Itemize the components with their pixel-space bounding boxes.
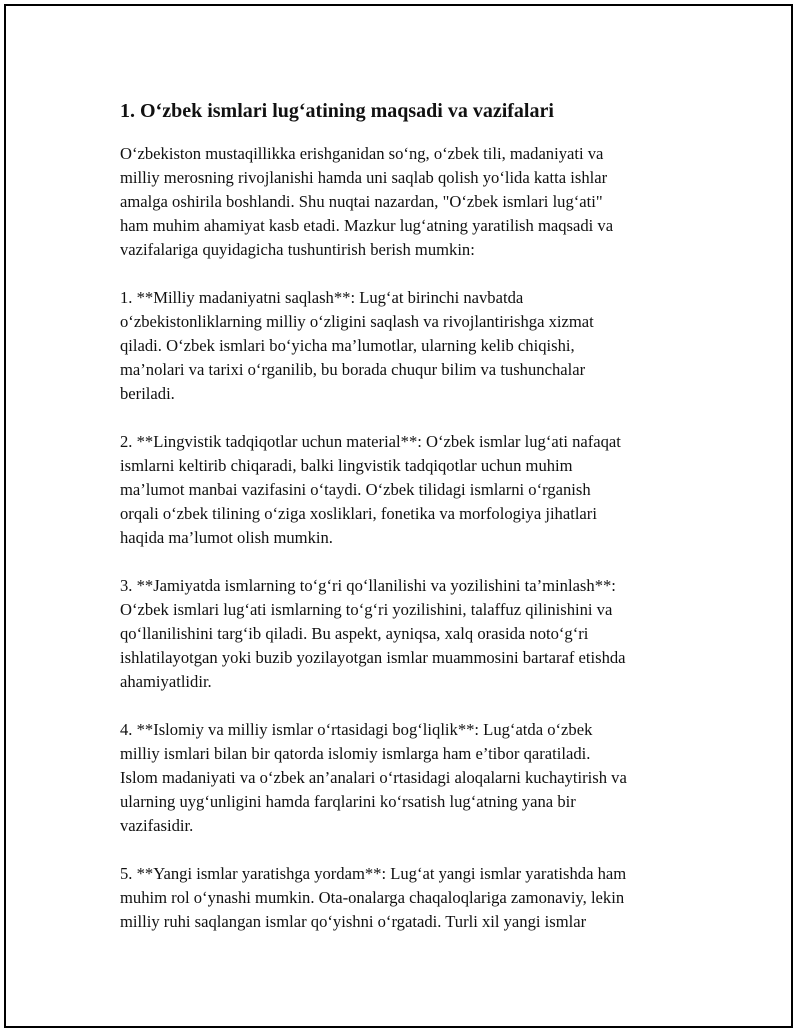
document-content xyxy=(120,96,700,958)
section-title: 1. O‘zbek ismlari lug‘atining maqsadi va vazifalari xyxy=(120,100,554,122)
paragraph-1: 1. **Milliy madaniyatni saqlash**: Lug‘at birinchi navbatda o‘zbekistonliklarning milliy o‘zligini saqlash va rivojlantirishga xizmat qiladi. O‘zbek ismlari bo‘yicha ma’lumotlar, ularning kelib chiqishi, ma’nolari va tarixi o‘rganilib, bu borada chuqur bilim va tushunchalar beriladi. xyxy=(120,288,594,403)
paragraph-2: 2. **Lingvistik tadqiqotlar uchun material**: O‘zbek ismlar lug‘ati nafaqat ismlarni keltirib chiqaradi, balki lingvistik tadqiqotlar uchun muhim ma’lumot manbai vazifasini o‘taydi. O‘zbek tilidagi ismlarni o‘rganish orqali o‘zbek tilining o‘ziga xosliklari, fonetika va morfologiya jihatlari haqida ma’lumot olish mumkin. xyxy=(120,432,621,547)
document-page xyxy=(4,4,793,1028)
intro-paragraph: O‘zbekiston mustaqillikka erishganidan so‘ng, o‘zbek tili, madaniyati va milliy merosning rivojlanishi hamda uni saqlab qolish yo‘lida katta ishlar amalga oshirila boshlandi. Shu nuqtai nazardan, "O‘zbek ismlari lug‘ati" ham muhim ahamiyat kasb etadi. Mazkur lug‘atning yaratilish maqsadi va vazifalariga quyidagicha tushuntirish berish mumkin: xyxy=(120,144,614,259)
paragraph-3: 3. **Jamiyatda ismlarning to‘g‘ri qo‘llanilishi va yozilishini ta’minlash**: O‘zbek ismlari lug‘ati ismlarning to‘g‘ri yozilishini, talaffuz qilinishini va qo‘llanilishini targ‘ib qiladi. Bu aspekt, ayniqsa, xalq orasida noto‘g‘ri ishlatilayotgan yoki buzib yozilayotgan ismlar muammosini bartaraf etishda ahamiyatlidir. xyxy=(120,576,626,691)
paragraph-4: 4. **Islomiy va milliy ismlar o‘rtasidagi bog‘liqlik**: Lug‘atda o‘zbek milliy ismlari bilan bir qatorda islomiy ismlarga ham e’tibor qaratiladi. Islom madaniyati va o‘zbek an’analari o‘rtasidagi aloqalarni kuchaytirish va ularning uyg‘unligini hamda farqlarini ko‘rsatish lug‘atning yana bir vazifasidir. xyxy=(120,720,627,835)
paragraph-5: 5. **Yangi ismlar yaratishga yordam**: Lug‘at yangi ismlar yaratishda ham muhim rol o‘ynashi mumkin. Ota-onalarga chaqaloqlariga zamonaviy, lekin milliy ruhi saqlangan ismlar qo‘yishni o‘rgatadi. Turli xil yangi ismlar xyxy=(120,864,627,931)
